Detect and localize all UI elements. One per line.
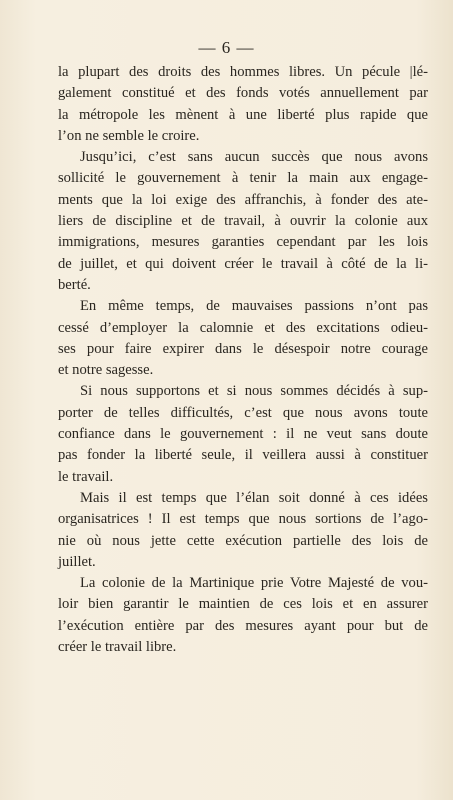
text-line: confiance dans le gouvernement : il ne veut sans doute — [58, 426, 428, 443]
text-line: l’exécution entière par des mesures ayant pour but de — [58, 617, 428, 634]
text-line: loir bien garantir le maintien de ces lois et en assurer — [58, 596, 428, 613]
text-line: la plupart des droits des hommes libres. Un pécule |lé- — [58, 64, 428, 80]
text-line: Si nous supportons et si nous sommes décidés à sup- — [80, 383, 428, 400]
text-line: cessé d’employer la calomnie et des excitations odieu- — [58, 319, 428, 336]
text-line: Jusqu’ici, c’est sans aucun succès que nous avons — [80, 149, 428, 166]
text-line: ments que la loi exige des affranchis, à fonder des ate- — [58, 191, 428, 208]
text-line: immigrations, mesures garanties cependant par les lois — [58, 234, 428, 251]
text-line: juillet. — [58, 553, 96, 570]
text-line: la métropole les mènent à une liberté plus rapide que — [58, 106, 428, 123]
text-line: pas fonder la liberté seule, il veillera aussi à constituer — [58, 447, 428, 464]
text-line: l’on ne semble le croire. — [58, 127, 200, 144]
text-line: La colonie de la Martinique prie Votre Majesté de vou- — [80, 575, 428, 592]
body-text — [58, 62, 428, 658]
text-line: ses pour faire expirer dans le désespoir notre courage — [58, 340, 428, 357]
text-line: organisatrices ! Il est temps que nous sortions de l’ago- — [58, 511, 428, 528]
text-line: créer le travail libre. — [58, 639, 177, 656]
text-line: berté. — [58, 276, 91, 293]
text-line: sollicité le gouvernement à tenir la main aux engage- — [58, 170, 428, 187]
text-line: nie où nous jette cette exécution partielle des lois de — [58, 532, 428, 549]
text-line: de juillet, et qui doivent créer le travail à côté de la li- — [58, 255, 428, 272]
text-line: et notre sagesse. — [58, 362, 154, 379]
text-line: Mais il est temps que l’élan soit donné à ces idées — [80, 489, 428, 506]
text-line: le travail. — [58, 468, 114, 485]
text-line: En même temps, de mauvaises passions n’ont pas — [80, 298, 428, 315]
text-line: galement constitué et des fonds votés annuellement par — [58, 85, 428, 102]
text-line: liers de discipline et de travail, à ouvrir la colonie aux — [58, 213, 428, 230]
text-line: porter de telles difficultés, c’est que nous avons toute — [58, 404, 428, 421]
page-number: — 6 — — [198, 38, 255, 57]
